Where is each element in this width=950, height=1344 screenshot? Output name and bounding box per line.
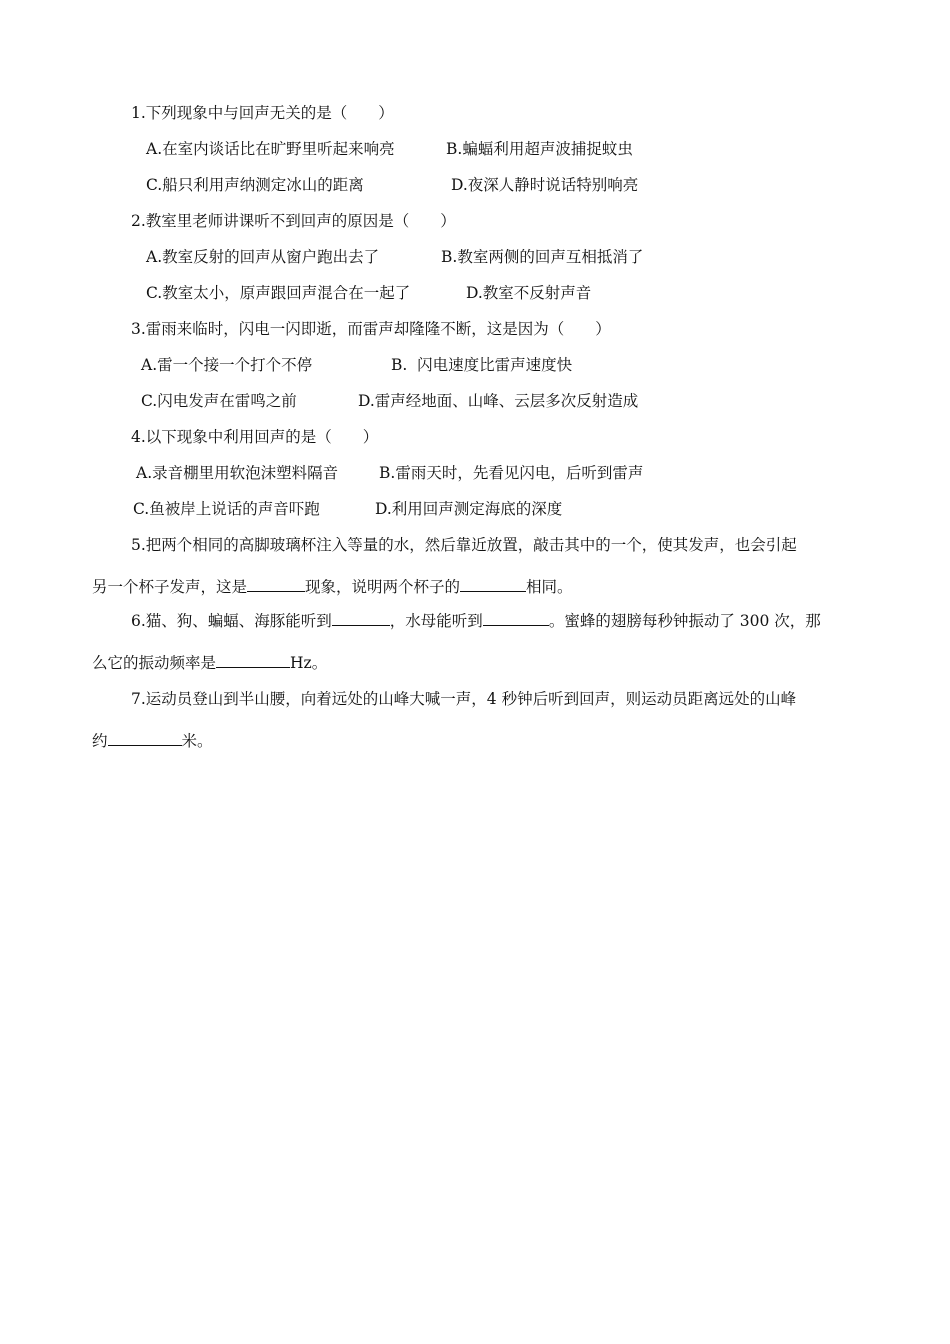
question-6-line-2 — [92, 653, 327, 673]
question-1-option-d: D.夜深人静时说话特别响亮 — [451, 176, 639, 194]
question-4-option-b: B.雷雨天时，先看见闪电，后听到雷声 — [379, 464, 644, 482]
question-5-blank-1 — [247, 577, 305, 592]
question-5-blank-2 — [460, 577, 526, 592]
question-2-option-c: C.教室太小，原声跟回声混合在一起了 — [146, 284, 411, 302]
question-7-text-a: 约 — [92, 732, 108, 750]
question-6-text-c: 。蜜蜂的翅膀每秒钟振动了 300 次，那 — [548, 612, 821, 630]
question-3-option-c: C.闪电发声在雷鸣之前 — [141, 392, 297, 410]
question-3-option-d: D.雷声经地面、山峰、云层多次反射造成 — [358, 392, 639, 410]
question-1-stem: 1.下列现象中与回声无关的是（ ） — [131, 104, 394, 122]
question-5-text-a: 另一个杯子发声，这是 — [92, 578, 248, 596]
question-2-option-b: B.教室两侧的回声互相抵消了 — [441, 248, 644, 266]
question-4-stem: 4.以下现象中利用回声的是（ ） — [131, 428, 379, 446]
question-6-line-1 — [131, 611, 821, 631]
question-1-option-a: A.在室内谈话比在旷野里听起来响亮 — [146, 140, 395, 158]
question-3-stem: 3.雷雨来临时，闪电一闪即逝，而雷声却隆隆不断，这是因为（ ） — [131, 320, 611, 338]
question-6-text-a: 6.猫、狗、蝙蝠、海豚能听到 — [131, 612, 332, 630]
question-4-option-c: C.鱼被岸上说话的声音吓跑 — [133, 500, 320, 518]
question-7-blank-1 — [108, 731, 182, 746]
question-5-line-2 — [92, 577, 573, 597]
question-6-text-d: 么它的振动频率是 — [92, 654, 217, 672]
question-7-line-1: 7.运动员登山到半山腰，向着远处的山峰大喊一声，4 秒钟后听到回声，则运动员距离远处的山峰 — [131, 690, 797, 708]
question-1-option-c: C.船只利用声纳测定冰山的距离 — [146, 176, 364, 194]
question-6-blank-1 — [332, 611, 390, 626]
question-6-blank-2 — [483, 611, 549, 626]
question-5-line-1: 5.把两个相同的高脚玻璃杯注入等量的水，然后靠近放置，敲击其中的一个，使其发声，也会引起 — [131, 536, 797, 554]
question-7-line-2 — [92, 731, 213, 751]
question-4-option-d: D.利用回声测定海底的深度 — [375, 500, 563, 518]
question-3-option-b: B. 闪电速度比雷声速度快 — [391, 356, 573, 374]
question-5-text-b: 现象，说明两个杯子的 — [305, 578, 461, 596]
question-2-stem: 2.教室里老师讲课听不到回声的原因是（ ） — [131, 212, 456, 230]
question-5-text-c: 相同。 — [526, 578, 573, 596]
question-4-option-a: A.录音棚里用软泡沫塑料隔音 — [136, 464, 339, 482]
question-2-option-a: A.教室反射的回声从窗户跑出去了 — [146, 248, 380, 266]
question-2-option-d: D.教室不反射声音 — [466, 284, 592, 302]
question-3-option-a: A.雷一个接一个打个不停 — [141, 356, 313, 374]
question-6-text-b: ，水母能听到 — [389, 612, 483, 630]
question-6-blank-3 — [216, 653, 290, 668]
question-1-option-b: B.蝙蝠利用超声波捕捉蚊虫 — [446, 140, 633, 158]
question-6-text-e: Hz。 — [290, 654, 328, 672]
question-7-text-b: 米。 — [181, 732, 213, 750]
